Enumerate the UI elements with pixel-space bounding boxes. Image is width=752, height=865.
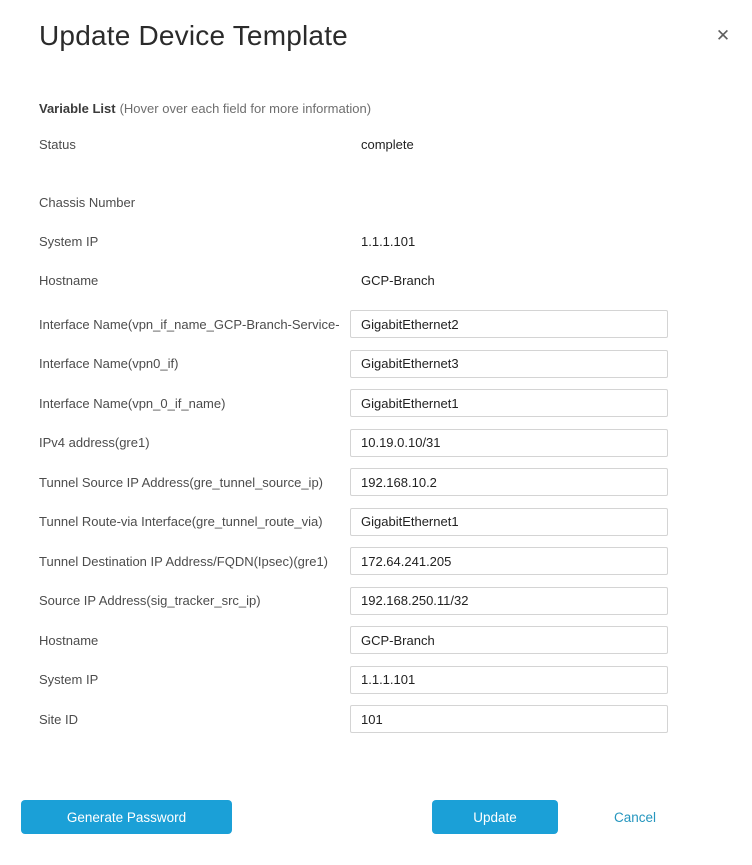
row-site-id [0,705,752,733]
generate-password-button[interactable]: Generate Password [21,800,232,834]
row-hostname-static [0,271,752,289]
hostname-input[interactable] [350,626,668,654]
modal-footer [0,800,752,834]
variable-list-note: (Hover over each field for more information) [119,101,372,116]
hostname-static-label: Hostname [39,272,99,288]
update-button[interactable]: Update [432,800,558,834]
interface-name-service-vpn-label: Interface Name(vpn_if_name_GCP-Branch-Service- [39,316,340,332]
system-ip-static-value: 1.1.1.101 [361,233,416,249]
hostname-static-value: GCP-Branch [361,272,435,288]
interface-name-vpn0-if-label: Interface Name(vpn0_if) [39,356,179,371]
row-hostname [0,626,752,654]
tunnel-route-via-interface-input[interactable] [350,508,668,536]
system-ip-input[interactable] [350,666,668,694]
interface-name-vpn-0-if-name-input[interactable] [350,389,668,417]
system-ip-label: System IP [39,672,99,687]
source-ip-address-label: Source IP Address(sig_tracker_src_ip) [39,593,261,608]
ipv4-address-gre1-input[interactable] [350,429,668,457]
ipv4-address-gre1-label: IPv4 address(gre1) [39,435,150,450]
system-ip-static-label: System IP [39,233,99,249]
row-system-ip [0,666,752,694]
row-chassis-number [0,193,752,211]
row-tunnel-destination-ip [0,547,752,575]
tunnel-destination-ip-input[interactable] [350,547,668,575]
interface-name-vpn-0-if-name-label: Interface Name(vpn_0_if_name) [39,395,226,411]
close-icon[interactable]: ✕ [715,25,731,45]
chassis-number-label: Chassis Number [39,194,136,210]
status-value: complete [361,136,414,152]
tunnel-source-ip-input[interactable] [350,468,668,496]
cancel-button[interactable]: Cancel [614,800,656,834]
update-device-template-modal [0,20,752,865]
page-title: Update Device Template [39,20,348,51]
site-id-label: Site ID [39,711,79,727]
row-interface-name-vpn-0-if-name [0,389,752,417]
variable-list-heading [39,101,752,116]
variable-list-label: Variable List [39,101,116,116]
status-label: Status [39,136,76,152]
row-ipv4-address-gre1 [0,429,752,457]
tunnel-source-ip-label: Tunnel Source IP Address(gre_tunnel_source_ip) [39,474,324,490]
hostname-label: Hostname [39,632,99,648]
row-interface-name-vpn0-if [0,350,752,378]
form-rows [0,135,752,733]
row-status [0,135,752,153]
source-ip-address-input[interactable] [350,587,668,615]
tunnel-route-via-interface-label: Tunnel Route-via Interface(gre_tunnel_route_via) [39,514,323,529]
row-interface-name-service-vpn [0,310,752,338]
row-source-ip-address [0,587,752,615]
row-system-ip-static [0,232,752,250]
tunnel-destination-ip-label: Tunnel Destination IP Address/FQDN(Ipsec)(gre1) [39,553,329,569]
row-tunnel-route-via-interface [0,508,752,536]
interface-name-service-vpn-input[interactable] [350,310,668,338]
row-tunnel-source-ip [0,468,752,496]
interface-name-vpn0-if-input[interactable] [350,350,668,378]
site-id-input[interactable] [350,705,668,733]
